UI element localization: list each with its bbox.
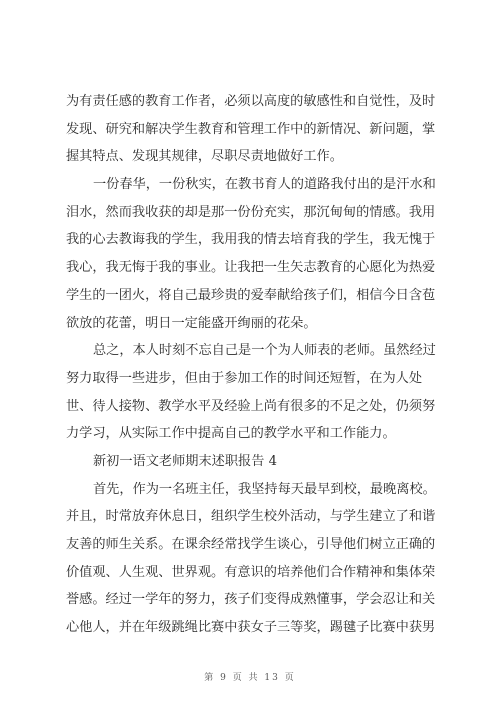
paragraph-line: 学生的一团火，将自己最珍贵的爱奉献给孩子们，相信今日含苞 — [66, 287, 436, 303]
paragraph-line: 泪水，然而我收获的却是那一份份充实，那沉甸甸的情感。我用 — [66, 204, 436, 220]
paragraph-line: 誉感。经过一学年的努力，孩子们变得成熟懂事，学会忍让和关 — [66, 592, 436, 608]
paragraph-line: 握其特点、发现其规律，尽职尽责地做好工作。 — [66, 149, 343, 165]
paragraph-line: 发现、研究和解决学生教育和管理工作中的新情况、新问题，掌 — [66, 121, 436, 137]
paragraph-line: 价值观、人生观、世界观。有意识的培养他们合作精神和集体荣 — [66, 564, 436, 580]
paragraph-line: 为有责任感的教育工作者，必须以高度的敏感性和自觉性，及时 — [66, 94, 436, 109]
section-heading: 新初一语文老师期末述职报告 4 — [93, 453, 278, 469]
paragraph-line: 心他人，并在年级跳绳比赛中获女子三等奖，踢毽子比赛中获男 — [66, 620, 436, 636]
page-number-footer: 第 9 页 共 13 页 — [204, 673, 296, 683]
paragraph-line: 力学习，从实际工作中提高自己的教学水平和工作能力。 — [66, 426, 396, 442]
paragraph-line: 并且，时常放弃休息日，组织学生校外活动，与学生建立了和谐 — [66, 509, 436, 525]
paragraph-line: 欲放的花蕾，明日一定能盛开绚丽的花朵。 — [66, 315, 317, 331]
paragraph-line: 首先，作为一名班主任，我坚持每天最早到校，最晚离校。 — [93, 481, 436, 497]
paragraph-line: 我的心去教诲我的学生，我用我的情去培育我的学生，我无愧于 — [66, 232, 436, 248]
paragraph-line: 努力取得一些进步，但由于参加工作的时间还短暂，在为人处 — [66, 370, 423, 386]
paragraph-line: 总之，本人时刻不忘自己是一个为人师表的老师。虽然经过 — [93, 343, 436, 359]
paragraph-line: 世、待人接物、教学水平及经验上尚有很多的不足之处，仍须努 — [66, 398, 436, 414]
paragraph-line: 友善的师生关系。在课余经常找学生谈心，引导他们树立正确的 — [66, 537, 436, 552]
paragraph-line: 一份春华，一份秋实，在教书育人的道路我付出的是汗水和 — [93, 177, 436, 193]
paragraph-line: 我心，我无悔于我的事业。让我把一生矢志教育的心愿化为热爱 — [66, 260, 436, 276]
document-body — [66, 88, 438, 642]
